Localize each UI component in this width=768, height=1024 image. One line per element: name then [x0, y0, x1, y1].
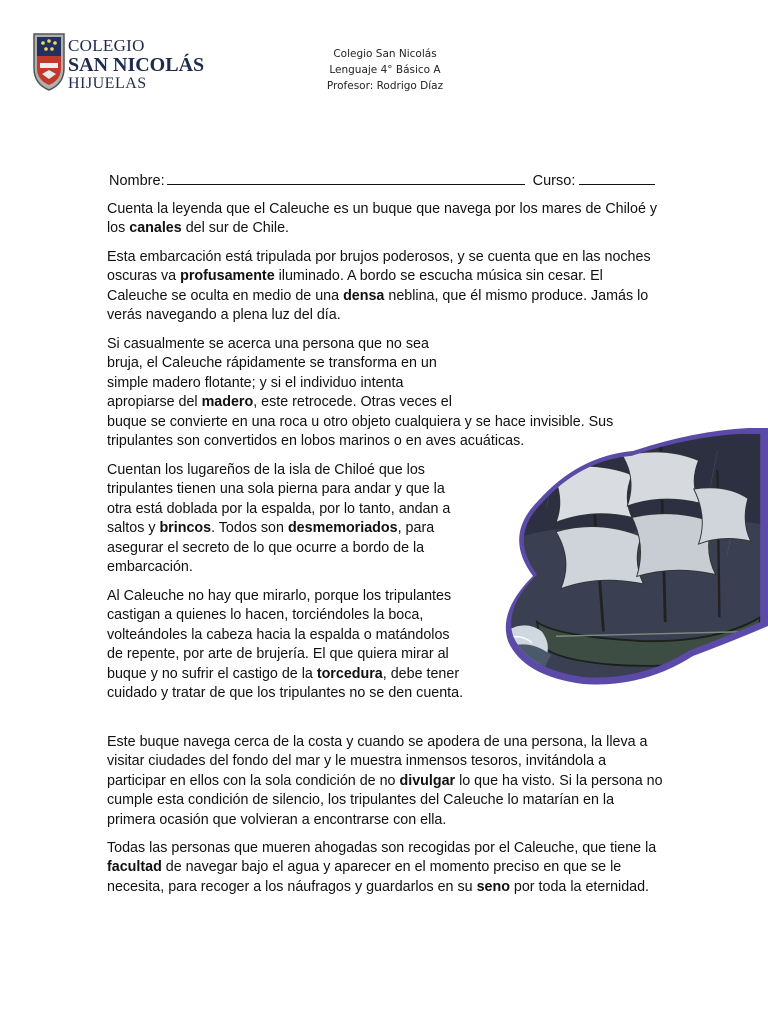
p5-bold-torcedura: torcedura [316, 665, 383, 682]
paragraph-1 [107, 200, 663, 239]
header-course: Lenguaje 4° Básico A [329, 64, 441, 76]
p4-text-c: . Todos son [211, 520, 288, 537]
logo-wordmark [68, 37, 204, 92]
paragraph-7 [107, 839, 663, 897]
p4-bold-brincos: brincos [159, 520, 212, 537]
logo-line-1: COLEGIO [68, 36, 145, 55]
ghost-ship-illustration [493, 426, 768, 688]
school-logo [32, 30, 207, 94]
name-label: Nombre: [109, 173, 165, 189]
p2-bold-profusamente: profusamente [180, 268, 275, 285]
name-field[interactable] [167, 170, 525, 185]
p3-text-c: , este retrocede. Otras veces el buque se convierte en una roca u otro objeto cualquiera y se hace invisible. Sus tripulantes son convertidos en lobos marinos o en aves acuáticas. [107, 394, 614, 450]
logo-line-2: SAN NICOLÁS [68, 54, 205, 76]
paragraph-6 [107, 733, 663, 830]
p5-text-c: , debe tener cuidado y tratar de que los tripulantes no se den cuenta. [107, 665, 464, 702]
p1-text-a: Cuenta la leyenda que el Caleuche es un buque que navega por los mares de Chiloé y los [107, 201, 658, 237]
paragraph-4 [107, 461, 472, 577]
p7-bold-seno: seno [476, 878, 510, 895]
p2-text-e: neblina, que él mismo produce. Jamás lo verás navegando a plena luz del día. [107, 287, 649, 324]
p7-bold-facultad: facultad [107, 859, 162, 876]
paragraph-2 [107, 248, 663, 326]
p3-text-a: Si casualmente se acerca una persona que no sea bruja, el Caleuche rápidamente se transforma en un simple madero flotante; y si el individuo intenta apropiarse del [107, 336, 437, 411]
school-crest-icon [32, 30, 66, 92]
p3-bold-madero: madero [201, 394, 254, 411]
p1-bold-canales: canales [129, 220, 182, 237]
p7-text-c: de navegar bajo el agua y aparecer en el momento preciso en que se le necesita, para recoger a los náufragos y guardarlos en su [107, 859, 622, 895]
course-label: Curso: [532, 173, 576, 189]
p7-text-e: por toda la eternidad. [509, 878, 650, 895]
p2-text-a: Esta embarcación está tripulada por brujos poderosos, y se cuenta que en las noches oscuras va [107, 249, 651, 285]
p6-text-a: Este buque navega cerca de la costa y cuando se apodera de una persona, la lleva a visitar ciudades del fondo del mar y le muestra inmensos tesoros, invitándola a participar en ellos con la sola condición de no [107, 734, 648, 789]
document-header [300, 46, 470, 94]
p3-float-spacer [463, 335, 663, 395]
p4-bold-desmemoriados: desmemoriados [287, 520, 398, 537]
p4-text-a: Cuentan los lugareños de la isla de Chiloé que los tripulantes tienen una sola pierna para andar y que la otra está doblada por la espalda, por lo tanto, andan a saltos y [107, 462, 451, 537]
p2-bold-densa: densa [343, 287, 385, 304]
p6-bold-divulgar: divulgar [399, 772, 456, 789]
p1-text-c: del sur de Chile. [181, 220, 290, 237]
paragraph-5 [107, 587, 467, 703]
p4-text-e: , para asegurar el secreto de lo que ocurre a bordo de la embarcación. [107, 520, 435, 576]
course-field[interactable] [579, 170, 655, 185]
p5-text-a: Al Caleuche no hay que mirarlo, porque los tripulantes castigan a quienes lo hacen, torciéndoles la boca, volteándoles la cabeza hacia la espalda o matándolos de repente, por arte de brujería. El que quiera mirar al buque y no sufrir el castigo de la [107, 588, 452, 682]
logo-line-3: HIJUELAS [68, 75, 147, 92]
student-info-line [109, 170, 669, 189]
p6-text-c: lo que ha visto. Si la persona no cumple esta condición de silencio, los tripulantes del Caleuche lo matarían en la primera ocasión que volvieran a encontrarse con ella. [107, 772, 663, 828]
header-school: Colegio San Nicolás [333, 48, 437, 60]
p2-text-c: iluminado. A bordo se escucha música sin cesar. El Caleuche se oculta en medio de una [107, 268, 603, 304]
p7-text-a: Todas las personas que mueren ahogadas son recogidas por el Caleuche, que tiene la [107, 840, 657, 856]
header-teacher: Profesor: Rodrigo Díaz [326, 80, 444, 92]
